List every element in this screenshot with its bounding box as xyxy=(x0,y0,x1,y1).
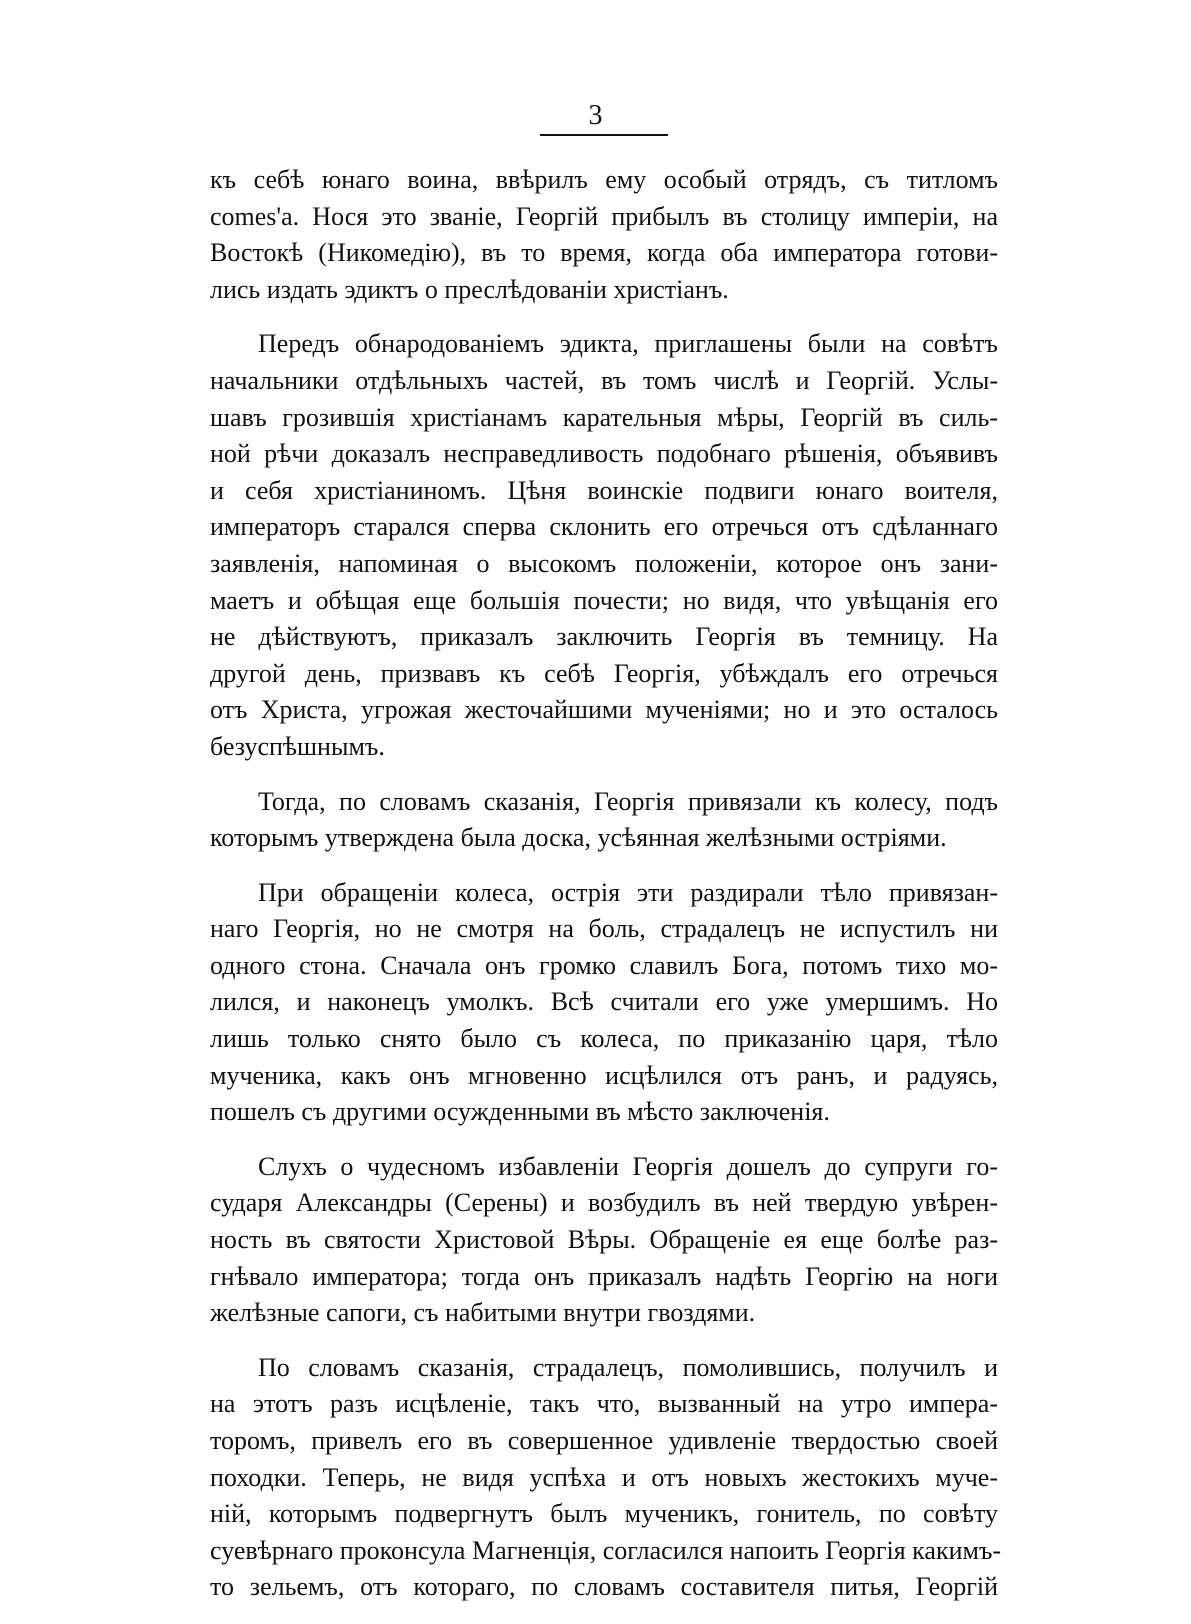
text-line: При обращеніи колеса, острія эти раздирали тѣло привязан- xyxy=(258,877,998,907)
text-line: то зельемъ, отъ котораго, по словамъ составителя питья, Георгій xyxy=(210,1572,998,1602)
text-line: которымъ утверждена была доска, усѣянная желѣзными остріями. xyxy=(210,823,947,853)
text-line: на этотъ разъ исцѣленіе, такъ что, вызванный на утро импера- xyxy=(210,1389,998,1419)
text-line: суевѣрнаго проконсула Магненція, согласился напоить Георгія какимъ- xyxy=(210,1535,1002,1565)
text-line: мученика, какъ онъ мгновенно исцѣлился отъ ранъ, и радуясь, xyxy=(210,1060,998,1090)
text-line: По словамъ сказанія, страдалецъ, помолившись, получилъ и xyxy=(258,1352,998,1382)
text-line: желѣзные сапоги, съ набитыми внутри гвоздями. xyxy=(210,1298,756,1328)
paragraph xyxy=(210,784,998,857)
text-line: лился, и наконецъ умолкъ. Всѣ считали его уже умершимъ. Но xyxy=(210,987,998,1017)
text-line: comes'a. Нося это званіе, Георгій прибылъ въ столицу имперіи, на xyxy=(210,201,998,231)
text-line: гнѣвало императора; тогда онъ приказалъ надѣть Георгію на ноги xyxy=(210,1261,998,1291)
text-line: шавъ грозившія христіанамъ карательныя мѣры, Георгій въ силь- xyxy=(210,402,998,432)
text-line: маетъ и обѣщая еще большія почести; но видя, что увѣщанія его xyxy=(210,585,998,615)
text-line: къ себѣ юнаго воина, ввѣрилъ ему особый отрядъ, съ титломъ xyxy=(210,165,998,194)
text-line: лишь только снято было съ колеса, по приказанію царя, тѣло xyxy=(210,1024,998,1054)
text-line: торомъ, привелъ его въ совершенное удивленіе твердостью своей xyxy=(210,1426,998,1455)
text-line: Востокѣ (Никомедію), въ то время, когда оба императора готови- xyxy=(210,238,998,268)
body-text xyxy=(210,162,1002,1624)
text-line: другой день, призвавъ къ себѣ Георгія, убѣждалъ его отречься xyxy=(210,658,998,688)
text-line: отъ Христа, угрожая жесточайшими мученіями; но и это осталось xyxy=(210,695,998,725)
text-line: лись издать эдиктъ о преслѣдованіи христіанъ. xyxy=(210,274,729,304)
text-line: императоръ старался сперва склонить его отречься отъ сдѣланнаго xyxy=(210,512,998,542)
text-line: ній, которымъ подвергнутъ былъ мученикъ, гонитель, по совѣту xyxy=(210,1499,998,1529)
text-line: не дѣйствуютъ, приказалъ заключить Георгія въ темницу. На xyxy=(210,622,998,652)
text-line: походки. Теперь, не видя успѣха и отъ новыхъ жестокихъ муче- xyxy=(210,1462,998,1492)
paragraph xyxy=(210,1350,1002,1606)
text-line: сударя Александры (Серены) и возбудилъ въ ней твердую увѣрен- xyxy=(210,1188,998,1218)
text-line: пошелъ съ другими осужденными въ мѣсто заключенія. xyxy=(210,1097,830,1127)
text-line: наго Георгія, но не смотря на боль, страдалецъ не испустилъ ни xyxy=(210,914,998,944)
text-line: безуспѣшнымъ. xyxy=(210,731,385,761)
text-line: начальники отдѣльныхъ частей, въ томъ числѣ и Георгій. Услы- xyxy=(210,365,998,395)
paragraph xyxy=(210,326,998,765)
paragraph xyxy=(210,875,998,1131)
page-number-rule xyxy=(540,134,668,136)
text-line: и себя христіаниномъ. Цѣня воинскіе подвиги юнаго воителя, xyxy=(210,475,998,505)
text-line: одного стона. Сначала онъ громко славилъ Бога, потомъ тихо мо- xyxy=(210,950,998,980)
text-line: Слухъ о чудесномъ избавленіи Георгія дошелъ до супруги го- xyxy=(258,1151,998,1181)
text-line: Передъ обнародованіемъ эдикта, приглашены были на совѣтъ xyxy=(258,329,998,359)
paragraph xyxy=(210,162,998,308)
page-number: 3 xyxy=(588,100,603,131)
paragraph xyxy=(210,1149,998,1332)
text-line: заявленія, напоминая о высокомъ положеніи, которое онъ зани- xyxy=(210,548,998,578)
text-line: ной рѣчи доказалъ несправедливость подобнаго рѣшенія, объявивъ xyxy=(210,439,998,469)
text-line: Тогда, по словамъ сказанія, Георгія привязали къ колесу, подъ xyxy=(258,786,998,816)
text-line: ность въ святости Христовой Вѣры. Обращеніе ея еще болѣе раз- xyxy=(210,1225,998,1255)
